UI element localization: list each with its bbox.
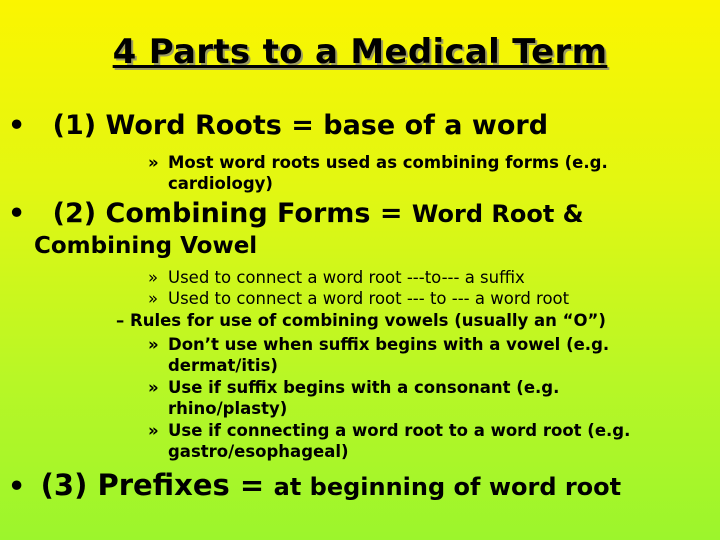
sub-item-text: Used to connect a word root ---to--- a suffix (168, 268, 525, 287)
raquo-marker: » (148, 378, 159, 397)
bullet-rest: Word Root & (411, 200, 584, 228)
raquo-marker: » (148, 153, 159, 172)
sub-item-text: Don’t use when suffix begins with a vowel (e.g. (168, 335, 610, 354)
dash-marker: – (116, 311, 125, 330)
raquo-marker: » (148, 268, 159, 287)
sub-item (148, 420, 630, 462)
bullet-prefixes (8, 468, 621, 502)
bullet-marker: • (8, 110, 26, 141)
sub-item-continuation: dermat/itis) (168, 356, 278, 375)
sub-item (148, 267, 525, 288)
sub-item-text: Used to connect a word root --- to --- a word root (168, 289, 570, 308)
sub-item-continuation: gastro/esophageal) (168, 442, 349, 461)
sub-item (148, 152, 608, 194)
sub-item (148, 377, 559, 419)
rule-item (116, 310, 606, 331)
sub-item-text: Use if suffix begins with a consonant (e.g. (168, 378, 560, 397)
sub-item (148, 334, 609, 376)
bullet-combining-forms (8, 198, 584, 229)
slide-title: 4 Parts to a Medical Term (112, 32, 608, 72)
bullet-continuation: Combining Vowel (34, 233, 258, 259)
bullet-marker: • (8, 198, 26, 229)
bullet-head: (2) Combining Forms = (52, 198, 403, 229)
sub-item-text: Use if connecting a word root to a word root (e.g. (168, 421, 631, 440)
bullet-rest: base of a word (323, 110, 549, 141)
raquo-marker: » (148, 421, 159, 440)
bullet-marker: • (8, 471, 26, 502)
raquo-marker: » (148, 289, 159, 308)
sub-item-continuation: rhino/plasty) (168, 399, 288, 418)
bullet-head: (3) Prefixes = (40, 468, 265, 502)
sub-item-text: Most word roots used as combining forms (e.g. (168, 153, 608, 172)
sub-item-continuation: cardiology) (168, 174, 273, 193)
sub-item (148, 288, 569, 309)
rule-text: Rules for use of combining vowels (usually an “O”) (130, 311, 606, 330)
bullet-head: (1) Word Roots = (52, 110, 314, 141)
bullet-rest: at beginning of word root (273, 473, 622, 501)
raquo-marker: » (148, 335, 159, 354)
bullet-word-roots (8, 110, 548, 141)
